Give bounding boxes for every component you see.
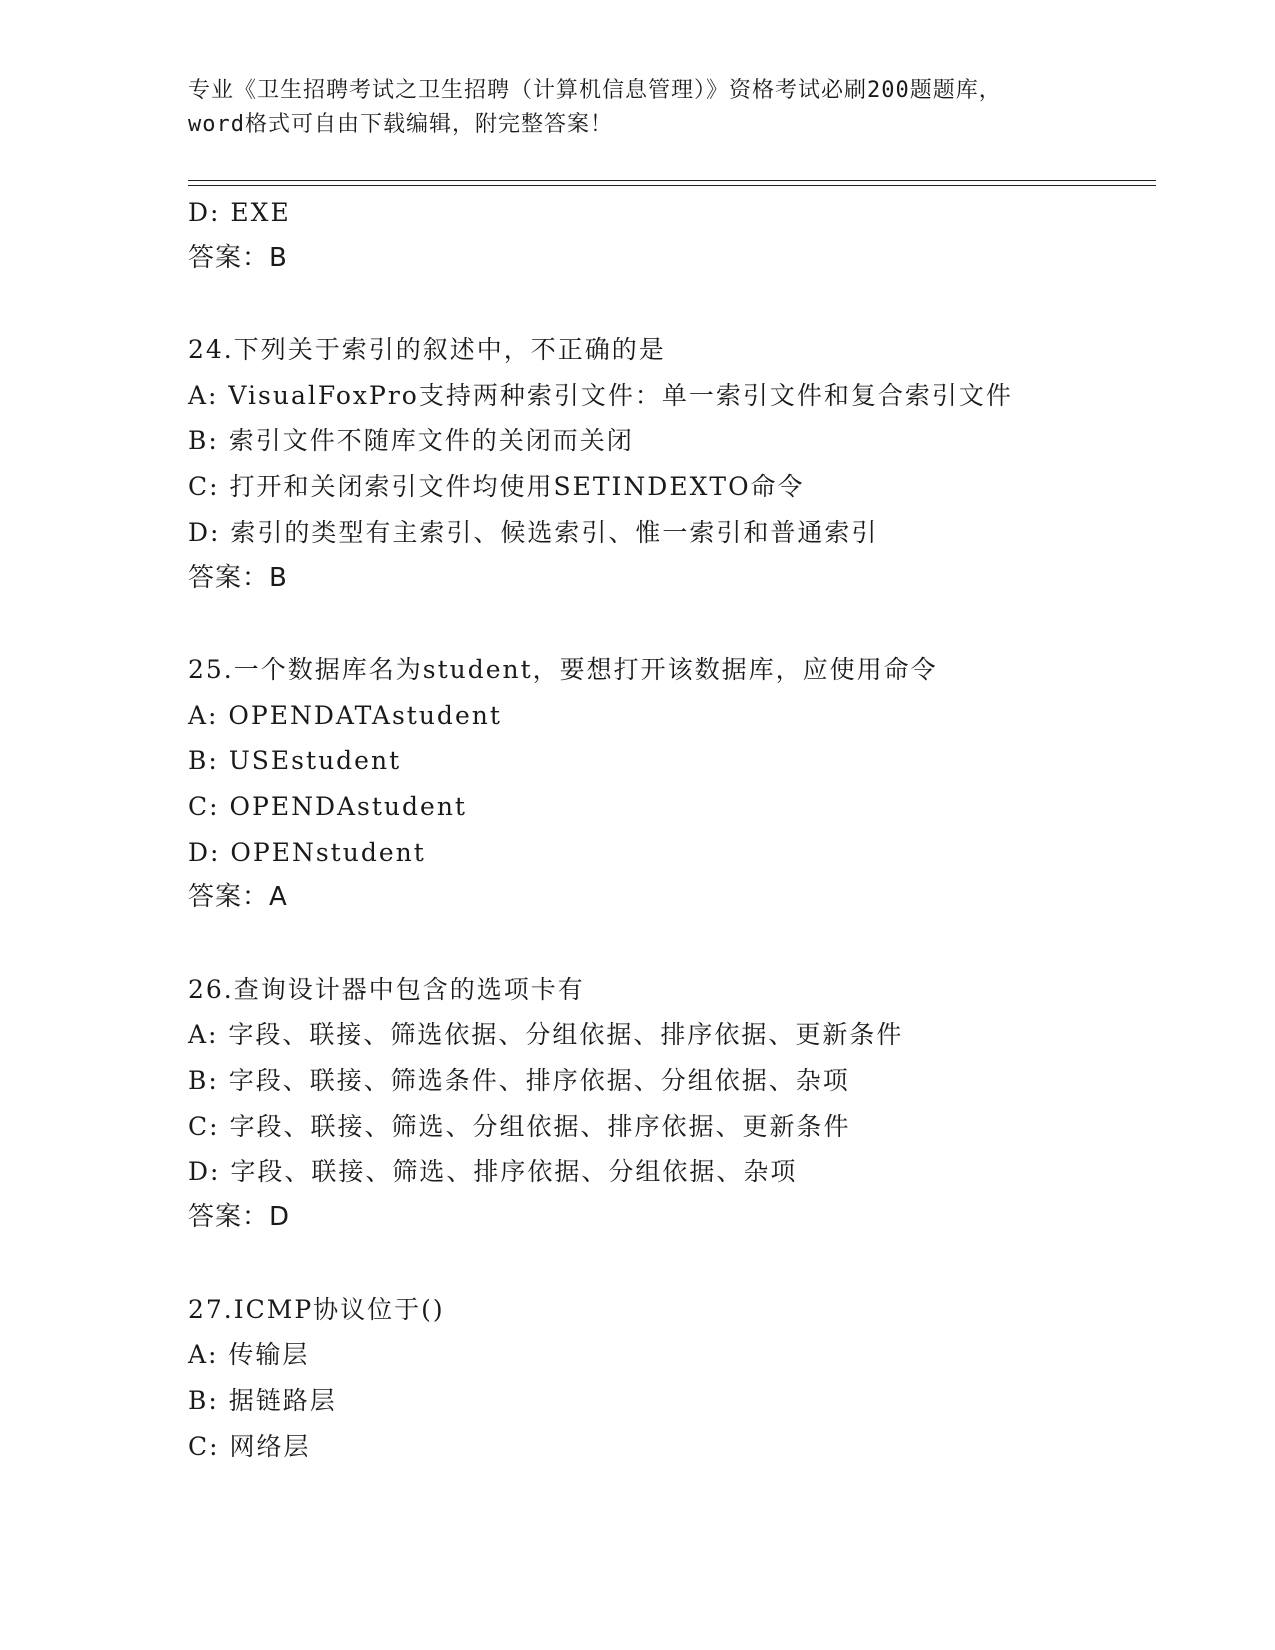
option-a: A: 字段、联接、筛选依据、分组依据、排序依据、更新条件 bbox=[188, 1020, 904, 1050]
previous-question-tail bbox=[188, 190, 1148, 281]
spacer bbox=[188, 281, 1148, 327]
option-a: A: VisualFoxPro支持两种索引文件：单一索引文件和复合索引文件 bbox=[188, 380, 1013, 410]
document-header bbox=[188, 74, 1088, 142]
question-text: 24.下列关于索引的叙述中，不正确的是 bbox=[188, 335, 666, 365]
spacer bbox=[188, 601, 1148, 647]
option-b: B: USEstudent bbox=[188, 746, 402, 776]
option-c: C: 网络层 bbox=[188, 1431, 311, 1461]
header-title-line-2: word格式可自由下载编辑，附完整答案！ bbox=[188, 112, 613, 137]
option-d: D: OPENstudent bbox=[188, 837, 426, 867]
answer-line: 答案：D bbox=[188, 1202, 291, 1233]
answer-line: 答案：A bbox=[188, 882, 288, 913]
option-c: C: 字段、联接、筛选、分组依据、排序依据、更新条件 bbox=[188, 1111, 851, 1141]
question-list bbox=[188, 190, 1148, 1469]
header-divider-bottom bbox=[188, 185, 1156, 186]
header-title-line-1: 专业《卫生招聘考试之卫生招聘（计算机信息管理）》资格考试必刷200题题库， bbox=[188, 78, 1002, 103]
option-a: A: OPENDATAstudent bbox=[188, 700, 502, 730]
option-c: C: 打开和关闭索引文件均使用SETINDEXTO命令 bbox=[188, 472, 805, 502]
option-d: D: 索引的类型有主索引、候选索引、惟一索引和普通索引 bbox=[188, 517, 879, 547]
question-24 bbox=[188, 327, 1148, 601]
header-divider-top bbox=[188, 180, 1156, 181]
option-d: D: 字段、联接、筛选、排序依据、分组依据、杂项 bbox=[188, 1157, 798, 1187]
answer-line: 答案：B bbox=[188, 562, 288, 593]
question-text: 27.ICMP协议位于() bbox=[188, 1294, 445, 1324]
answer-line: 答案：B bbox=[188, 242, 288, 273]
question-text: 26.查询设计器中包含的选项卡有 bbox=[188, 974, 585, 1004]
option-a: A: 传输层 bbox=[188, 1340, 310, 1370]
option-b: B: 据链路层 bbox=[188, 1385, 337, 1415]
spacer bbox=[188, 1241, 1148, 1287]
option-c: C: OPENDAstudent bbox=[188, 791, 467, 821]
question-27 bbox=[188, 1287, 1148, 1470]
option-b: B: 索引文件不随库文件的关闭而关闭 bbox=[188, 426, 634, 456]
question-text: 25.一个数据库名为student，要想打开该数据库，应使用命令 bbox=[188, 654, 938, 684]
spacer bbox=[188, 921, 1148, 967]
option-d: D: EXE bbox=[188, 198, 291, 227]
option-b: B: 字段、联接、筛选条件、排序依据、分组依据、杂项 bbox=[188, 1066, 850, 1096]
question-26 bbox=[188, 967, 1148, 1241]
question-25 bbox=[188, 647, 1148, 921]
